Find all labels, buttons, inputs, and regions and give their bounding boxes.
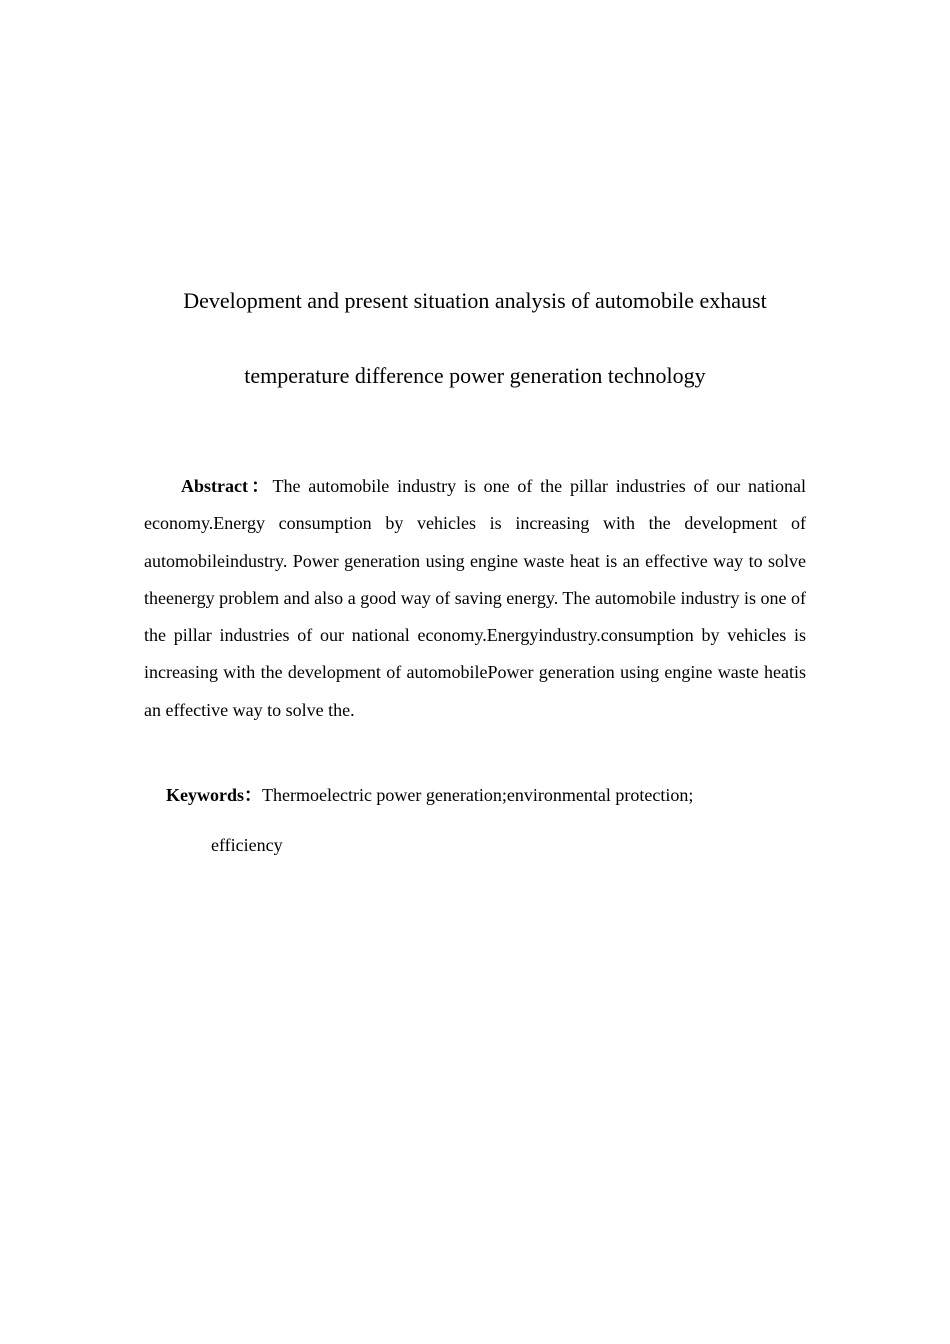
keywords-label: Keywords： xyxy=(166,785,262,805)
keywords-continuation: efficiency xyxy=(211,835,283,855)
abstract-text: The automobile industry is one of the pillar industries of our national economy.Energy consumption by vehicles is increasing with the development of automobileindustry. Power generation using engine waste heat is an effective way to solve theenergy problem and also a good way of saving energy. The automobile industry is one of the pillar industries of our national economy.Energyindustry.consumption by vehicles is increasing with the development of automobilePower generation using engine waste heatis an effective way to solve the. xyxy=(144,476,807,720)
keywords-text: Thermoelectric power generation;environmental protection; xyxy=(262,785,694,805)
keywords-line xyxy=(166,781,693,809)
abstract-paragraph xyxy=(144,468,806,729)
paper-title-line-1: Development and present situation analysis of automobile exhaust xyxy=(183,288,767,313)
paper-title-line-2: temperature difference power generation technology xyxy=(244,363,706,388)
abstract-label: Abstract： xyxy=(181,476,273,496)
